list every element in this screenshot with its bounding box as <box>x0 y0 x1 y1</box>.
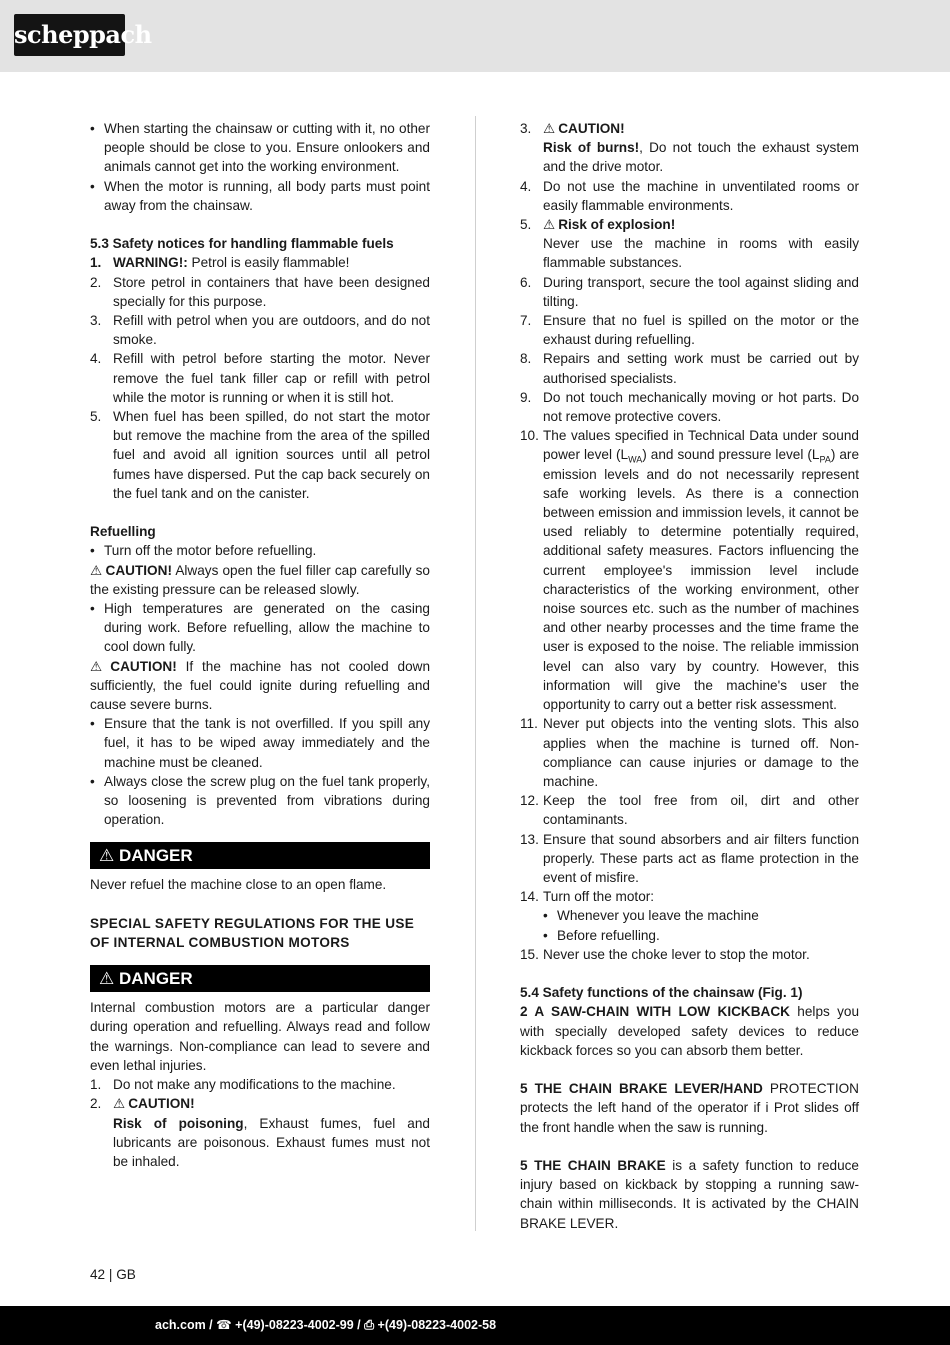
list-item: 3. Refill with petrol when you are outdoors, and do not smoke. <box>90 313 430 348</box>
list-item: 13. Ensure that sound absorbers and air filters function properly. These parts act as flame protection in the event of misfire. <box>520 831 859 885</box>
list-item-continuation: Risk of poisoning, Exhaust fumes, fuel and lubricants are poisonous. Exhaust fumes must not be inhaled. <box>113 1115 430 1169</box>
bullet-item: • When starting the chainsaw or cutting with it, no other people should be close to you. Ensure onlookers and animals cannot get into the working environment. <box>90 119 430 177</box>
contact-info: ach.com / ☎ +(49)-08223-4002-99 / ⎙ +(49)-08223-4002-58 <box>155 1318 497 1332</box>
list-item: 10. The values specified in Technical Data under sound power level $(L_{WA})$ and sound pressure level $(L_{PA})$ are emission levels and do not necessarily represent safe working levels. As there is a connection between emission and immission levels, it cannot be used reliably to determine potentially required, additional safety measures. Factors influencing the current employee's immission level include characteristics of the working environment, other noise sources etc. such as the number of machines and other nearby processes and the time frame the user is exposed to the noise. The reliable immission level can also vary by country. However, this information will give the machine's user the opportunity to carry out a better risk assessment. <box>520 428 860 713</box>
special-regulations-heading: SPECIAL SAFETY REGULATIONS FOR THE USE OF INTERNAL COMBUSTION MOTORS <box>90 915 415 951</box>
caution-note: ⚠ CAUTION! If the machine has not cooled down sufficiently, the fuel could ignite during refuelling and cause severe burns. <box>90 658 431 713</box>
list-item: 1. Do not make any modifications to the machine. <box>90 1077 396 1093</box>
left-column <box>90 119 430 1171</box>
list-item: 11. Never put objects into the venting slots. This also applies when the machine is turned off. Non-compliance can cause injuries or damage to the machine. <box>520 716 859 789</box>
list-item: 4. Do not use the machine in unventilated rooms or easily flammable environments. <box>520 178 859 213</box>
list-item: 3. ⚠ CAUTION! <box>520 121 625 136</box>
list-item-continuation: Never use the machine in rooms with easily flammable substances. <box>543 236 859 271</box>
list-item: 5. ⚠ Risk of explosion! <box>520 217 676 233</box>
column-divider <box>475 116 476 1231</box>
section-heading-5-4: 5.4 Safety functions of the chainsaw (Fig. 1) <box>520 985 803 1001</box>
warning-triangle-icon: ⚠ <box>90 562 103 578</box>
list-item: 8. Repairs and setting work must be carried out by authorised specialists. <box>520 351 859 386</box>
list-item: 6. During transport, secure the tool against sliding and tilting. <box>520 274 859 309</box>
bullet-item: • High temperatures are generated on the casing during work. Before refuelling, allow the machine to cool down fully. <box>90 599 430 657</box>
paragraph: 5 THE CHAIN BRAKE is a safety function to reduce injury based on kickback by stopping a running saw-chain within milliseconds. It is activated by the CHAIN BRAKE LEVER. <box>520 1157 859 1231</box>
danger-banner: ⚠ DANGER <box>90 965 430 992</box>
warning-triangle-icon: ⚠ <box>90 658 108 674</box>
list-item: 14. Turn off the motor: <box>520 889 655 905</box>
warning-triangle-icon: ⚠ <box>113 1096 126 1112</box>
danger-text: Internal combustion motors are a particular danger during operation and refuelling. Always read and follow the warnings. Non-compliance can lead to severe and even lethal injuries. <box>90 1000 430 1073</box>
warning-triangle-icon: ⚠ <box>543 121 556 136</box>
list-item: 4. Refill with petrol before starting the motor. Never remove the fuel tank filler cap or refill with petrol while the motor is running or when it is still hot. <box>90 351 430 405</box>
list-item: 12. Keep the tool free from oil, dirt and other contaminants. <box>520 793 859 828</box>
danger-banner: ⚠ DANGER <box>90 842 430 869</box>
list-item: 1. WARNING!: Petrol is easily flammable! <box>90 255 350 271</box>
sub-bullet-item: • Whenever you leave the machine <box>520 906 859 925</box>
warning-triangle-icon: ⚠ <box>99 969 115 989</box>
danger-text: Never refuel the machine close to an open flame. <box>90 877 387 893</box>
list-item: 2. ⚠ CAUTION! <box>90 1096 195 1112</box>
bullet-item: • Turn off the motor before refuelling. <box>90 541 430 560</box>
list-item: 5. When fuel has been spilled, do not start the motor but remove the machine from the area of the spilled fuel and avoid all ignition sources until all petrol fumes have dispersed. Put the cap back securely on the fuel tank and on the canister. <box>90 409 430 501</box>
sub-bullet-item: • Before refuelling. <box>520 926 859 945</box>
section-heading-5-3: 5.3 Safety notices for handling flammable fuels <box>90 236 394 252</box>
paragraph: 2 A SAW-CHAIN WITH LOW KICKBACK helps you with specially developed safety devices to reduce kickback forces so you can absorb them better. <box>520 1004 860 1058</box>
warning-triangle-icon: ⚠ <box>543 217 556 233</box>
list-item: 2. Store petrol in containers that have been designed specially for this purpose. <box>90 274 430 309</box>
brand-logo: scheppach <box>14 14 125 56</box>
list-item-continuation: Risk of burns!, Do not touch the exhaust system and the drive motor. <box>543 140 859 175</box>
footer-bar <box>0 1306 950 1345</box>
page-number: 42 | GB <box>90 1267 136 1282</box>
bullet-item: • When the motor is running, all body parts must point away from the chainsaw. <box>90 177 430 215</box>
refuelling-heading: Refuelling <box>90 524 156 540</box>
header-bar <box>0 0 950 72</box>
list-item: 15. Never use the choke lever to stop the motor. <box>520 946 810 962</box>
list-item: 7. Ensure that no fuel is spilled on the motor or the exhaust during refuelling. <box>520 313 859 348</box>
bullet-item: • Ensure that the tank is not overfilled. If you spill any fuel, it has to be wiped away immediately and the machine must be cleaned. <box>90 714 430 772</box>
right-column <box>520 119 859 1233</box>
bullet-item: • Always close the screw plug on the fuel tank properly, so loosening is prevented from vibrations during operation. <box>90 772 430 830</box>
paragraph: 5 THE CHAIN BRAKE LEVER/HAND PROTECTION protects the left hand of the operator if i Prot slides off the front handle when the saw is running. <box>520 1081 859 1135</box>
list-item: 9. Do not touch mechanically moving or hot parts. Do not remove protective covers. <box>520 389 859 425</box>
caution-note: ⚠ CAUTION! Always open the fuel filler cap carefully so the existing pressure can be released slowly. <box>90 562 430 597</box>
warning-triangle-icon: ⚠ <box>99 846 115 866</box>
